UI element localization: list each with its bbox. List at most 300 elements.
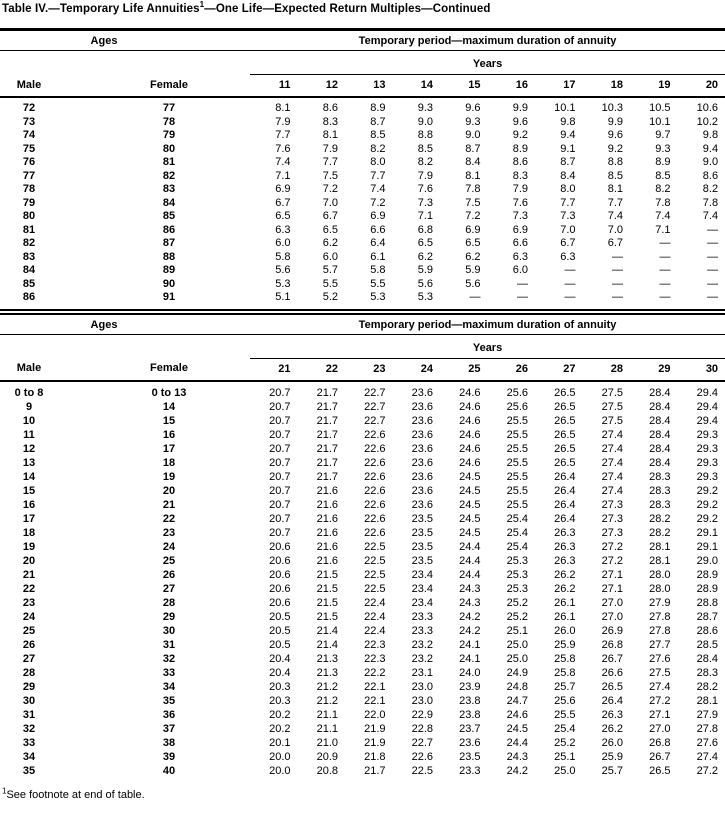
multiple-value-cell: 8.2 [655, 183, 671, 195]
multiple-value-cell: 26.0 [601, 736, 623, 749]
male-age-cell: 78 [22, 183, 36, 195]
multiple-value-cell: — [659, 250, 671, 263]
multiple-value-cell: 21.5 [316, 582, 338, 595]
multiple-value-cell: 28.2 [696, 680, 719, 693]
multiple-value-cell: 5.7 [322, 264, 338, 276]
multiple-value-cell: 26.4 [601, 694, 623, 707]
multiple-value-cell: 26.2 [554, 582, 576, 595]
multiple-value-cell: 24.8 [506, 680, 528, 693]
year-column-header: 15 [440, 75, 488, 98]
multiple-value-cell: 29.0 [696, 554, 719, 567]
multiple-value-cell: 20.6 [269, 596, 291, 609]
multiple-value-cell: 26.3 [554, 554, 576, 567]
multiple-value-cell: 22.6 [364, 512, 386, 525]
multiple-value-cell: 7.7 [370, 169, 386, 182]
title-footnote-marker: 1 [199, 0, 205, 10]
multiple-value-cell: 8.5 [607, 169, 623, 182]
multiple-value-cell: 22.6 [364, 484, 386, 497]
multiple-value-cell: 27.8 [649, 610, 671, 623]
multiple-value-cell: 5.6 [275, 264, 291, 276]
multiple-value-cell: 23.6 [411, 484, 433, 497]
multiple-value-cell: 28.7 [696, 610, 719, 623]
multiple-value-cell: 26.0 [554, 624, 576, 637]
multiple-value-cell: 26.3 [554, 540, 576, 553]
multiple-value-cell: 6.9 [512, 223, 528, 236]
multiple-value-cell: 22.0 [364, 708, 386, 721]
multiple-value-cell: 27.5 [601, 414, 623, 427]
multiple-value-cell: 7.9 [512, 183, 528, 195]
multiple-value-cell: 28.3 [649, 498, 671, 511]
female-age-cell: 79 [162, 129, 176, 141]
table-row [0, 197, 725, 211]
multiple-value-cell: 8.2 [370, 142, 386, 155]
multiple-value-cell: 25.0 [506, 638, 528, 651]
multiple-value-cell: 22.4 [364, 624, 386, 637]
multiple-value-cell: 20.5 [269, 624, 291, 637]
multiple-value-cell: 21.7 [364, 764, 386, 777]
female-column-header: Female [58, 358, 250, 381]
multiple-value-cell: 10.2 [696, 115, 719, 128]
multiple-value-cell: 25.9 [554, 638, 576, 651]
multiple-value-cell: 20.6 [269, 554, 291, 567]
female-age-cell: 84 [162, 196, 176, 209]
male-age-cell: 77 [22, 169, 36, 182]
multiple-value-cell: 26.1 [554, 610, 576, 623]
multiple-value-cell: 21.6 [316, 540, 338, 553]
multiple-value-cell: 5.5 [370, 277, 386, 290]
multiple-value-cell: 21.2 [316, 680, 338, 693]
multiple-value-cell: 7.5 [322, 169, 338, 182]
multiple-value-cell: 6.4 [370, 237, 386, 249]
multiple-value-cell: 23.5 [411, 512, 433, 525]
table-row [0, 680, 725, 694]
multiple-value-cell: 7.1 [417, 210, 433, 222]
female-age-cell: 39 [162, 750, 176, 763]
multiple-value-cell: 23.8 [459, 708, 481, 721]
multiple-value-cell: 5.3 [370, 291, 386, 303]
multiple-value-cell: 21.1 [316, 708, 338, 721]
multiple-value-cell: 20.6 [269, 540, 291, 553]
multiple-value-cell: 8.1 [465, 169, 481, 182]
multiple-value-cell: 21.0 [316, 736, 338, 749]
female-age-cell: 78 [162, 115, 176, 128]
multiple-value-cell: 24.6 [506, 708, 528, 721]
multiple-value-cell: 24.4 [459, 540, 481, 553]
multiple-value-cell: 22.7 [411, 736, 433, 749]
multiple-value-cell: 6.5 [417, 237, 433, 249]
multiple-value-cell: 9.4 [702, 142, 719, 155]
multiple-value-cell: 6.7 [607, 237, 623, 249]
multiple-value-cell: — [517, 277, 528, 290]
male-age-cell: 32 [22, 722, 36, 735]
multiple-value-cell: 28.4 [649, 456, 671, 469]
multiple-value-cell: 29.2 [696, 484, 719, 497]
multiple-value-cell: 21.6 [316, 498, 338, 511]
multiple-value-cell: 28.4 [649, 386, 671, 399]
multiple-value-cell: 24.3 [459, 582, 481, 595]
multiple-value-cell: 21.1 [316, 722, 338, 735]
multiple-value-cell: 9.2 [512, 129, 528, 141]
multiple-value-cell: 28.6 [696, 624, 719, 637]
female-age-cell: 15 [162, 414, 176, 427]
multiple-value-cell: 6.2 [417, 250, 433, 263]
multiple-value-cell: 20.7 [269, 512, 291, 525]
multiple-value-cell: 9.3 [465, 115, 481, 128]
multiple-value-cell: 20.9 [316, 750, 338, 763]
footnote [0, 785, 725, 801]
female-age-cell: 37 [162, 722, 176, 735]
table-row [0, 224, 725, 238]
female-column-header: Female [58, 75, 250, 98]
multiple-value-cell: 7.6 [275, 142, 291, 155]
multiple-value-cell: 7.2 [465, 210, 481, 222]
multiple-value-cell: 22.5 [411, 764, 433, 777]
multiple-value-cell: 22.6 [364, 470, 386, 483]
multiple-value-cell: 27.4 [696, 750, 719, 763]
multiple-value-cell: 8.5 [417, 142, 433, 155]
male-age-cell: 22 [22, 582, 36, 595]
male-age-cell: 10 [22, 414, 36, 427]
multiple-value-cell: 20.7 [269, 456, 291, 469]
multiple-value-cell: 7.3 [560, 210, 576, 222]
multiple-value-cell: 27.4 [601, 470, 623, 483]
multiple-value-cell: 10.3 [601, 102, 623, 114]
multiple-value-cell: 22.7 [364, 386, 386, 399]
multiple-value-cell: 7.5 [465, 196, 481, 209]
multiple-value-cell: 9.8 [702, 129, 719, 141]
multiple-value-cell: 28.4 [696, 652, 719, 665]
multiple-value-cell: 23.4 [411, 582, 433, 595]
multiple-value-cell: 24.2 [459, 624, 481, 637]
multiple-value-cell: 28.3 [649, 470, 671, 483]
multiple-value-cell: 6.2 [465, 250, 481, 263]
multiple-value-cell: — [707, 223, 719, 236]
multiple-value-cell: 27.2 [696, 764, 719, 777]
multiple-value-cell: 28.3 [696, 666, 719, 679]
multiple-value-cell: 22.7 [364, 400, 386, 413]
female-age-cell: 40 [162, 764, 176, 777]
male-column-header: Male [0, 358, 58, 381]
year-column-header: 24 [393, 358, 441, 381]
female-age-cell: 17 [162, 442, 176, 455]
multiple-value-cell: 23.6 [411, 414, 433, 427]
multiple-value-cell: 27.4 [601, 484, 623, 497]
multiple-value-cell: 23.5 [411, 526, 433, 539]
male-age-cell: 75 [22, 142, 36, 155]
spacer-cell [0, 334, 250, 358]
multiple-value-cell: 7.0 [322, 196, 338, 209]
multiple-value-cell: — [707, 277, 719, 290]
multiple-value-cell: 5.6 [465, 277, 481, 290]
multiple-value-cell: 7.6 [512, 196, 528, 209]
table-row [0, 652, 725, 666]
multiple-value-cell: 6.0 [512, 264, 528, 276]
multiple-value-cell: 6.0 [322, 250, 338, 263]
multiple-value-cell: 26.5 [554, 442, 576, 455]
multiple-value-cell: 21.7 [316, 470, 338, 483]
multiple-value-cell: 23.7 [459, 722, 481, 735]
group-header-row [0, 30, 725, 51]
multiple-value-cell: 24.2 [506, 764, 528, 777]
multiple-value-cell: 23.8 [459, 694, 481, 707]
multiple-value-cell: 28.1 [696, 694, 719, 707]
multiple-value-cell: 28.4 [649, 400, 671, 413]
multiple-value-cell: 21.5 [316, 596, 338, 609]
multiple-value-cell: 20.7 [269, 484, 291, 497]
page-title [0, 0, 725, 15]
multiple-value-cell: — [612, 264, 623, 276]
multiple-value-cell: 26.2 [601, 722, 623, 735]
male-age-cell: 80 [22, 210, 36, 222]
table-row [0, 264, 725, 278]
female-age-cell: 81 [162, 156, 176, 168]
multiple-value-cell: 25.1 [554, 750, 576, 763]
multiple-value-cell: 9.6 [465, 102, 481, 114]
female-age-cell: 14 [162, 400, 176, 413]
multiple-value-cell: 28.4 [649, 414, 671, 427]
multiple-value-cell: 27.0 [601, 610, 623, 623]
male-age-cell: 83 [22, 250, 36, 263]
year-column-header: 28 [583, 358, 631, 381]
multiple-value-cell: 8.9 [512, 142, 528, 155]
multiple-value-cell: — [707, 291, 719, 303]
multiple-value-cell: 22.5 [364, 540, 386, 553]
year-column-header: 12 [298, 75, 346, 98]
multiple-value-cell: 20.7 [269, 386, 291, 399]
multiple-value-cell: 6.5 [275, 210, 291, 222]
multiple-value-cell: 24.5 [506, 722, 528, 735]
multiple-value-cell: 20.2 [269, 722, 291, 735]
multiple-value-cell: 21.7 [316, 456, 338, 469]
multiple-value-cell: — [612, 250, 623, 263]
multiple-value-cell: 27.2 [601, 554, 623, 567]
multiple-value-cell: 25.3 [506, 582, 528, 595]
table-row [0, 638, 725, 652]
multiple-value-cell: 23.0 [411, 694, 433, 707]
male-age-cell: 26 [22, 638, 36, 651]
multiple-value-cell: 27.5 [649, 666, 671, 679]
multiple-value-cell: 6.5 [465, 237, 481, 249]
table-row [0, 428, 725, 442]
multiple-value-cell: 21.5 [316, 568, 338, 581]
multiple-value-cell: 26.2 [554, 568, 576, 581]
multiple-value-cell: 26.6 [601, 666, 623, 679]
multiple-value-cell: 8.6 [322, 102, 338, 114]
multiple-value-cell: 27.4 [601, 428, 623, 441]
female-age-cell: 27 [162, 582, 176, 595]
female-age-cell: 19 [162, 470, 176, 483]
multiple-value-cell: 25.5 [506, 414, 528, 427]
multiple-value-cell: 23.2 [411, 638, 433, 651]
table-row [0, 764, 725, 782]
multiple-value-cell: 27.2 [601, 540, 623, 553]
multiple-value-cell: 9.0 [465, 129, 481, 141]
male-age-cell: 15 [22, 484, 36, 497]
multiple-value-cell: — [707, 264, 719, 276]
multiple-value-cell: 25.8 [554, 666, 576, 679]
multiple-value-cell: 9.3 [417, 102, 433, 114]
multiple-value-cell: 10.1 [554, 102, 576, 114]
table-row [0, 381, 725, 400]
multiple-value-cell: — [612, 291, 623, 303]
multiple-value-cell: 27.3 [601, 526, 623, 539]
female-age-cell: 30 [162, 624, 176, 637]
multiple-value-cell: 20.0 [269, 764, 291, 777]
multiple-value-cell: 23.2 [411, 652, 433, 665]
male-age-cell: 73 [22, 115, 36, 128]
male-age-cell: 23 [22, 596, 36, 609]
multiple-value-cell: 25.4 [506, 512, 528, 525]
table-row [0, 442, 725, 456]
multiple-value-cell: 23.6 [411, 498, 433, 511]
multiple-value-cell: 25.4 [506, 526, 528, 539]
table-row [0, 210, 725, 224]
multiple-value-cell: 22.6 [364, 456, 386, 469]
multiple-value-cell: 25.6 [506, 400, 528, 413]
multiple-value-cell: 25.7 [554, 680, 576, 693]
female-age-cell: 36 [162, 708, 176, 721]
multiple-value-cell: 9.4 [560, 129, 576, 141]
male-age-cell: 19 [22, 540, 36, 553]
multiple-value-cell: 7.1 [655, 223, 671, 236]
title-prefix: Table IV.—Temporary Life Annuities [2, 3, 200, 15]
multiple-value-cell: 7.8 [655, 196, 671, 209]
multiple-value-cell: 29.2 [696, 512, 719, 525]
multiple-value-cell: 9.1 [560, 142, 576, 155]
multiple-value-cell: 26.5 [554, 386, 576, 399]
table-row [0, 554, 725, 568]
table-row [0, 540, 725, 554]
multiple-value-cell: 6.9 [465, 223, 481, 236]
multiple-value-cell: 8.4 [560, 169, 576, 182]
table-row [0, 237, 725, 251]
multiple-value-cell: 24.1 [459, 652, 481, 665]
multiple-value-cell: 28.4 [649, 428, 671, 441]
male-age-cell: 82 [22, 237, 36, 249]
multiple-value-cell: 7.9 [275, 115, 291, 128]
female-age-cell: 21 [162, 498, 176, 511]
male-age-cell: 29 [22, 680, 36, 693]
multiple-value-cell: 21.6 [316, 484, 338, 497]
female-age-cell: 31 [162, 638, 176, 651]
multiple-value-cell: 9.7 [655, 129, 671, 141]
multiple-value-cell: 6.6 [512, 237, 528, 249]
multiple-value-cell: 23.6 [411, 442, 433, 455]
multiple-value-cell: 20.4 [269, 666, 291, 679]
multiple-value-cell: 7.3 [512, 210, 528, 222]
multiple-value-cell: 6.9 [370, 210, 386, 222]
multiple-value-cell: 21.7 [316, 386, 338, 399]
multiple-value-cell: 6.3 [560, 250, 576, 263]
multiple-value-cell: 25.3 [506, 554, 528, 567]
multiple-value-cell: 6.6 [370, 223, 386, 236]
multiple-value-cell: 28.1 [649, 540, 671, 553]
female-age-cell: 83 [162, 183, 176, 195]
multiple-value-cell: 29.2 [696, 498, 719, 511]
multiple-value-cell: 25.5 [506, 484, 528, 497]
years-header-row [0, 51, 725, 75]
multiple-value-cell: 7.9 [417, 169, 433, 182]
male-age-cell: 24 [22, 610, 36, 623]
multiple-value-cell: 7.2 [322, 183, 338, 195]
multiple-value-cell: 28.2 [649, 526, 671, 539]
multiple-value-cell: 21.4 [316, 624, 338, 637]
multiple-value-cell: 7.4 [655, 210, 671, 222]
multiple-value-cell: 25.5 [506, 470, 528, 483]
table-row [0, 722, 725, 736]
multiple-value-cell: 22.3 [364, 652, 386, 665]
multiple-value-cell: 23.0 [411, 680, 433, 693]
multiple-value-cell: 6.1 [370, 250, 386, 263]
multiple-value-cell: — [612, 277, 623, 290]
multiple-value-cell: 21.6 [316, 554, 338, 567]
multiple-value-cell: 22.4 [364, 596, 386, 609]
male-age-cell: 14 [22, 470, 36, 483]
multiple-value-cell: 21.7 [316, 442, 338, 455]
multiple-value-cell: 24.7 [506, 694, 528, 707]
multiple-value-cell: 5.6 [417, 277, 433, 290]
multiple-value-cell: 28.3 [649, 484, 671, 497]
multiple-value-cell: 26.4 [554, 512, 576, 525]
multiple-value-cell: 27.1 [601, 582, 623, 595]
table-row [0, 694, 725, 708]
multiple-value-cell: 7.8 [702, 196, 719, 209]
multiple-value-cell: 26.4 [554, 470, 576, 483]
ages-header: Ages [0, 314, 250, 335]
multiple-value-cell: 28.4 [649, 442, 671, 455]
female-age-cell: 91 [162, 291, 176, 303]
male-age-cell: 12 [22, 442, 36, 455]
multiple-value-cell: 25.5 [554, 708, 576, 721]
multiple-value-cell: 28.0 [649, 568, 671, 581]
multiple-value-cell: 26.5 [554, 428, 576, 441]
annuity-table-years-21-30 [0, 313, 725, 782]
multiple-value-cell: 23.6 [459, 736, 481, 749]
annuity-table-years-11-20 [0, 28, 725, 311]
multiple-value-cell: 20.3 [269, 680, 291, 693]
multiple-value-cell: 25.4 [506, 540, 528, 553]
multiple-value-cell: 26.4 [554, 484, 576, 497]
multiple-value-cell: 25.4 [554, 722, 576, 735]
footnote-text: See footnote at end of table. [6, 788, 145, 801]
female-age-cell: 87 [162, 237, 176, 249]
multiple-value-cell: 5.2 [322, 291, 338, 303]
female-age-cell: 38 [162, 736, 176, 749]
multiple-value-cell: 8.7 [560, 156, 576, 168]
male-column-header: Male [0, 75, 58, 98]
multiple-value-cell: 9.6 [512, 115, 528, 128]
year-column-header: 21 [250, 358, 298, 381]
multiple-value-cell: 27.5 [601, 400, 623, 413]
years-header: Years [250, 334, 725, 358]
multiple-value-cell: 20.7 [269, 414, 291, 427]
table-row [0, 596, 725, 610]
multiple-value-cell: 25.5 [506, 442, 528, 455]
multiple-value-cell: 26.5 [601, 680, 623, 693]
male-age-cell: 27 [22, 652, 36, 665]
multiple-value-cell: 20.7 [269, 470, 291, 483]
multiple-value-cell: 26.5 [554, 414, 576, 427]
year-column-header: 27 [535, 358, 583, 381]
table-row [0, 624, 725, 638]
table-row [0, 666, 725, 680]
multiple-value-cell: 28.1 [649, 554, 671, 567]
table-row [0, 568, 725, 582]
table-body [0, 381, 725, 782]
multiple-value-cell: 25.2 [554, 736, 576, 749]
multiple-value-cell: — [564, 291, 576, 303]
female-age-cell: 28 [162, 596, 176, 609]
